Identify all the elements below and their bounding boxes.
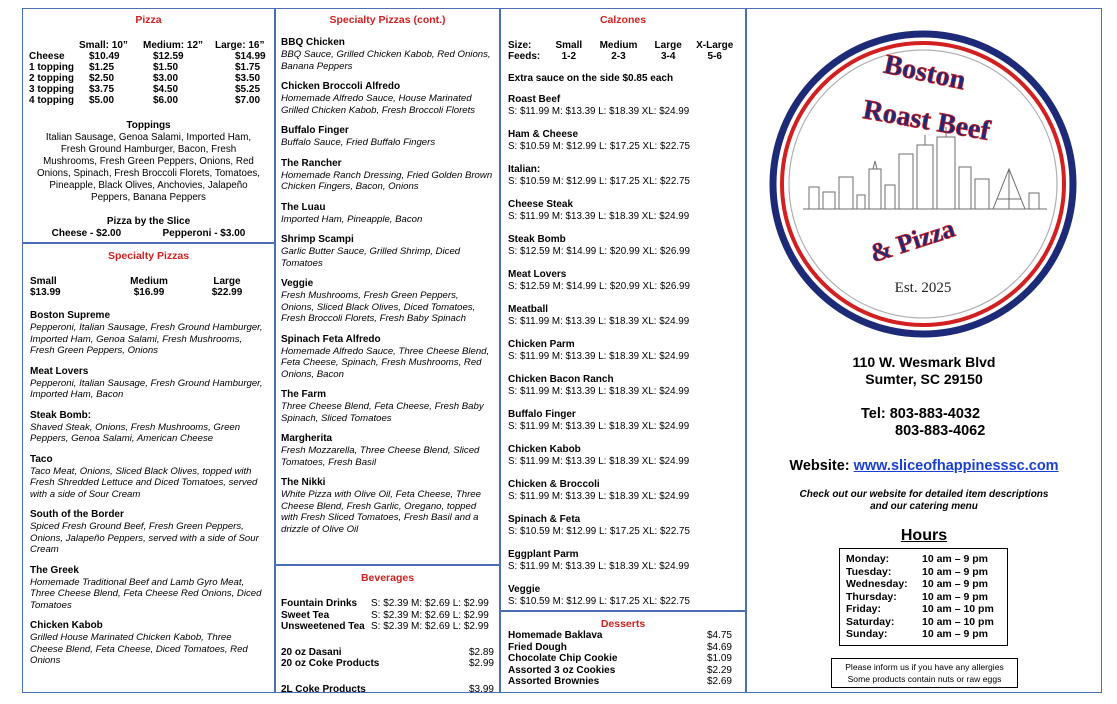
beverages-panel xyxy=(275,565,500,693)
item-name: Taco xyxy=(30,453,53,465)
pizza-size-medium: Medium: 12” xyxy=(143,40,204,51)
list-item xyxy=(281,202,494,226)
pizza-price: $10.49 xyxy=(89,51,120,62)
website-note-line2: and our catering menu xyxy=(870,501,978,512)
list-item xyxy=(30,410,267,445)
dessert-price: $1.09 xyxy=(706,653,732,664)
logo-text-pizza: & Pizza xyxy=(866,213,959,269)
beverage-price: $2.89 xyxy=(468,646,494,658)
item-desc: Pepperoni, Italian Sausage, Fresh Ground Hamburger, Imported Ham, Bacon xyxy=(30,377,263,400)
pizza-row xyxy=(29,62,266,73)
website-line xyxy=(747,458,1101,474)
pizza-title: Pizza xyxy=(135,14,162,26)
calzone-price: S: $11.99 M: $13.39 L: $18.39 XL: $24.99 xyxy=(508,456,690,467)
calzone-name: Spinach & Feta xyxy=(508,514,581,525)
dessert-price: $2.29 xyxy=(706,664,732,676)
pizza-price: $1.25 xyxy=(89,62,115,73)
list-item xyxy=(30,565,267,612)
pizza-price: $5.25 xyxy=(235,84,261,95)
list-item xyxy=(30,620,267,667)
item-desc: Fresh Mozzarella, Three Cheese Blend, Sliced Tomatoes, Fresh Basil xyxy=(281,445,480,468)
item-desc: Homemade Alfredo Sauce, House Marinated Grilled Chicken Kabob, Fresh Broccoli Florets xyxy=(281,93,476,116)
item-desc: BBQ Sauce, Grilled Chicken Kabob, Red Onions, Banana Peppers xyxy=(281,49,491,72)
beverage-price: $2.99 xyxy=(468,658,494,669)
item-desc: Homemade Alfredo Sauce, Three Cheese Blend, Feta Cheese, Spinach, Fresh Mushrooms, Red Onions, Bacon xyxy=(281,345,490,380)
beverage-price: S: $2.39 M: $2.69 L: $2.99 xyxy=(371,609,489,621)
website-note-line1: Check out our website for detailed item descriptions xyxy=(799,489,1049,500)
pizza-price: $7.00 xyxy=(235,95,261,106)
calzone-price: S: $10.59 M: $12.99 L: $17.25 XL: $22.75 xyxy=(508,526,690,537)
specialty-size-large xyxy=(192,276,262,298)
pizza-price: $6.00 xyxy=(153,95,179,106)
item-name: Spinach Feta Alfredo xyxy=(281,333,381,345)
pizza-price: $5.00 xyxy=(89,95,115,106)
list-item xyxy=(281,477,494,535)
specialty-size-small xyxy=(30,276,106,298)
calzone-feeds: 2-3 xyxy=(611,51,626,62)
beverage-name: Fountain Drinks xyxy=(281,598,358,609)
logo-text-est: Est. 2025 xyxy=(894,280,952,296)
calzone-price: S: $12.59 M: $14.99 L: $20.99 XL: $26.99 xyxy=(508,281,690,292)
list-item xyxy=(30,310,267,357)
item-desc: Taco Meat, Onions, Sliced Black Olives, topped with Fresh Shredded Lettuce and Diced Tomatoes, served with a side of Sour Cream xyxy=(30,465,258,500)
hours-day: Monday: xyxy=(846,553,890,565)
calzone-list xyxy=(508,94,738,608)
calzone-price: S: $11.99 M: $13.39 L: $18.39 XL: $24.99 xyxy=(508,561,690,572)
item-name: Chicken Broccoli Alfredo xyxy=(281,81,401,92)
logo-text-boston: Boston xyxy=(881,48,969,97)
toppings-title: Toppings xyxy=(126,120,171,131)
specialty-cont-panel xyxy=(275,8,500,565)
beverage-name: Sweet Tea xyxy=(281,609,330,621)
list-item xyxy=(281,234,494,269)
calzone-size-table xyxy=(508,40,738,62)
calzone-price: S: $10.59 M: $12.99 L: $17.25 XL: $22.75 xyxy=(508,596,690,607)
calzone-price: S: $11.99 M: $13.39 L: $18.39 XL: $24.99 xyxy=(508,421,690,432)
item-desc: Pepperoni, Italian Sausage, Fresh Ground Hamburger, Imported Ham, Genoa Salami, Fresh Mushrooms, Fresh Green Peppers, Onions xyxy=(30,322,263,356)
calzone-feeds: 5-6 xyxy=(707,51,722,62)
list-item xyxy=(508,269,738,293)
calzone-name: Chicken Parm xyxy=(508,339,575,350)
calzone-name: Veggie xyxy=(508,584,541,595)
pizza-row-label: 1 topping xyxy=(29,62,74,73)
item-name: The Farm xyxy=(281,389,327,400)
specialty-size-medium xyxy=(106,276,192,298)
list-item xyxy=(281,389,494,424)
pizza-price-table xyxy=(29,40,266,106)
dessert-name: Assorted Brownies xyxy=(508,676,600,687)
item-desc: Homemade Ranch Dressing, Fried Golden Brown Chicken Fingers, Bacon, Onions xyxy=(281,169,493,192)
list-item xyxy=(30,366,267,401)
list-item xyxy=(508,409,738,433)
calzone-name: Ham & Cheese xyxy=(508,129,579,140)
calzone-name: Cheese Steak xyxy=(508,199,574,210)
fountain-list xyxy=(281,598,494,633)
item-desc: Spiced Fresh Ground Beef, Fresh Green Peppers, Onions, Jalapeño Peppers, served with a side of Sour Cream xyxy=(30,521,259,555)
item-name: The Luau xyxy=(281,201,326,213)
calzone-name: Buffalo Finger xyxy=(508,409,576,420)
calzone-name: Steak Bomb xyxy=(508,234,566,245)
beverage-name: Unsweetened Tea xyxy=(281,621,365,632)
slice-prices xyxy=(23,228,274,240)
website-link[interactable]: www.sliceofhappinesssc.com xyxy=(853,458,1059,474)
item-name: Veggie xyxy=(281,278,314,289)
item-name: BBQ Chicken xyxy=(281,37,345,48)
pizza-row-label: 3 topping xyxy=(29,84,74,95)
item-desc: Shaved Steak, Onions, Fresh Mushrooms, Green Peppers, Genoa Salami, American Cheese xyxy=(30,421,241,444)
pizza-row xyxy=(29,84,266,95)
hours-box xyxy=(839,548,1008,646)
toppings-list: Italian Sausage, Genoa Salami, Imported Ham, Fresh Ground Hamburger, Bacon, Fresh Mushrooms, Fresh Green Peppers, Onions, Red Onions, Spinach, Fresh Broccoli Florets, Tomatoes, Pineapple, Black Olives, Anchovies, Jalapeño Peppers, Banana Peppers xyxy=(36,132,261,203)
slice-pepperoni: Pepperoni - $3.00 xyxy=(162,228,246,239)
restaurant-logo xyxy=(747,9,1101,339)
size-label: Size: xyxy=(508,40,532,51)
list-item xyxy=(508,584,738,608)
calzone-price: S: $11.99 M: $13.39 L: $18.39 XL: $24.99 xyxy=(508,316,690,327)
info-panel xyxy=(746,8,1102,693)
pizza-row xyxy=(29,73,266,84)
hours-row xyxy=(846,603,1007,616)
calzone-feeds-row xyxy=(508,51,738,62)
desserts-title: Desserts xyxy=(600,618,646,630)
item-name: Margherita xyxy=(281,433,333,444)
beverage-name: 20 oz Dasani xyxy=(281,646,342,658)
item-name: The Nikki xyxy=(281,477,326,488)
beverage-price: S: $2.39 M: $2.69 L: $2.99 xyxy=(371,598,489,609)
calzones-title: Calzones xyxy=(599,14,647,26)
item-desc: Buffalo Sauce, Fried Buffalo Fingers xyxy=(281,137,436,148)
pizza-price: $1.50 xyxy=(153,62,179,73)
list-item xyxy=(508,94,738,118)
hours-day: Friday: xyxy=(846,603,882,615)
hours-day: Tuesday: xyxy=(846,565,892,578)
beverage-name: 20 oz Coke Products xyxy=(281,658,380,669)
item-desc: Three Cheese Blend, Feta Cheese, Fresh Baby Spinach, Sliced Tomatoes xyxy=(281,401,484,424)
calzone-feeds: 3-4 xyxy=(660,51,676,62)
phone-block xyxy=(861,406,985,440)
beverage-row xyxy=(281,658,494,670)
beverage-row xyxy=(281,684,494,696)
item-name: South of the Border xyxy=(30,509,124,520)
calzone-name: Meatball xyxy=(508,304,549,315)
hours-row xyxy=(846,578,1007,591)
list-item xyxy=(508,304,738,328)
calzone-price: S: $11.99 M: $13.39 L: $18.39 XL: $24.99 xyxy=(508,491,690,502)
item-name: Meat Lovers xyxy=(30,365,89,377)
dessert-price: $4.69 xyxy=(706,641,732,653)
beverage-name: 2L Coke Products xyxy=(281,683,366,695)
pizza-price: $2.50 xyxy=(89,73,115,84)
dessert-row xyxy=(508,665,738,677)
hours-time: 10 am – 9 pm xyxy=(922,578,988,590)
list-item xyxy=(508,129,738,153)
calzone-price: S: $11.99 M: $13.39 L: $18.39 XL: $24.99 xyxy=(508,351,690,362)
size-price: $13.99 xyxy=(30,287,61,298)
item-name: Boston Supreme xyxy=(30,310,111,321)
item-name: Buffalo Finger xyxy=(281,125,349,136)
calzone-price: S: $12.59 M: $14.99 L: $20.99 XL: $26.99 xyxy=(508,246,690,257)
list-item xyxy=(30,454,267,501)
hours-day: Wednesday: xyxy=(846,578,908,590)
calzone-size-row xyxy=(508,40,738,51)
dessert-name: Assorted 3 oz Cookies xyxy=(508,664,616,676)
hours-row xyxy=(846,553,1007,566)
list-item xyxy=(508,199,738,223)
dessert-row xyxy=(508,642,738,654)
pizza-size-large: Large: 16” xyxy=(215,40,265,51)
allergy-line2: Some products contain nuts or raw eggs xyxy=(847,673,1002,684)
hours-time: 10 am – 9 pm xyxy=(922,628,988,640)
list-item xyxy=(281,81,494,116)
pizza-size-header xyxy=(29,40,266,51)
size-label: Small xyxy=(30,276,57,287)
logo-ring-inner xyxy=(789,50,1057,318)
pizza-size-small: Small: 10” xyxy=(79,40,128,51)
beverage-price: S: $2.39 M: $2.69 L: $2.99 xyxy=(371,621,489,632)
list-item xyxy=(30,509,267,556)
hours-title: Hours xyxy=(900,527,948,544)
specialty-title: Specialty Pizzas xyxy=(107,250,190,262)
item-desc: White Pizza with Olive Oil, Feta Cheese, Three Cheese Blend, Fresh Garlic, Oregano, topped with Fresh Sliced Tomatoes, Fresh Basil and a drizzle of Olive Oil xyxy=(281,489,481,535)
calzone-size: Small xyxy=(555,40,583,51)
list-item xyxy=(508,164,738,188)
list-item xyxy=(508,549,738,573)
item-name: Chicken Kabob xyxy=(30,620,103,631)
logo-text-roast-beef: Roast Beef xyxy=(860,94,993,148)
feeds-label: Feeds: xyxy=(508,51,541,62)
calzone-name: Roast Beef xyxy=(508,94,561,105)
pizza-row-label: Cheese xyxy=(29,51,65,62)
website-label: Website: xyxy=(789,458,850,474)
address-line1: 110 W. Wesmark Blvd xyxy=(852,354,996,370)
hours-time: 10 am – 9 pm xyxy=(922,565,988,578)
list-item xyxy=(508,339,738,363)
extra-sauce-note: Extra sauce on the side $0.85 each xyxy=(508,73,674,84)
item-desc: Grilled House Marinated Chicken Kabob, Three Cheese Blend, Feta Cheese, Diced Tomatoes, Red Onions xyxy=(30,632,248,666)
hours-time: 10 am – 10 pm xyxy=(922,615,994,628)
item-desc: Garlic Butter Sauce, Grilled Shrimp, Diced Tomatoes xyxy=(281,246,461,269)
list-item xyxy=(508,234,738,258)
item-name: Steak Bomb: xyxy=(30,409,92,421)
pizza-panel xyxy=(22,8,275,243)
tel-number-2[interactable]: 803-883-4062 xyxy=(895,423,986,439)
dessert-row xyxy=(508,653,738,665)
calzone-size: Medium xyxy=(599,40,638,51)
hours-time: 10 am – 9 pm xyxy=(922,590,988,603)
hours-day: Saturday: xyxy=(846,615,895,628)
item-desc: Homemade Traditional Beef and Lamb Gyro Meat, Three Cheese Blend, Feta Cheese Red Onions, Diced Tomatoes xyxy=(30,576,262,611)
beverage-row xyxy=(281,610,494,622)
dessert-price: $2.69 xyxy=(706,676,732,687)
item-name: The Greek xyxy=(30,564,79,576)
list-item xyxy=(508,374,738,398)
item-desc: Fresh Mushrooms, Fresh Green Peppers, Onions, Sliced Black Olives, Diced Tomatoes, Fresh Broccoli Florets, Fresh Baby Spinach xyxy=(281,290,476,324)
calzone-name: Italian: xyxy=(508,164,541,175)
beverage-row xyxy=(281,598,494,610)
pizza-price: $14.99 xyxy=(235,51,266,62)
dessert-name: Homemade Baklava xyxy=(508,630,603,641)
size-price: $22.99 xyxy=(211,287,243,298)
beverage-price: $3.99 xyxy=(468,683,494,695)
hours-day: Sunday: xyxy=(846,628,888,640)
dessert-name: Chocolate Chip Cookie xyxy=(508,653,618,664)
list-item xyxy=(281,37,494,72)
beverage-row xyxy=(281,647,494,659)
calzone-price: S: $10.59 M: $12.99 L: $17.25 XL: $22.75 xyxy=(508,141,690,152)
calzone-size: Large xyxy=(654,40,682,51)
item-name: The Rancher xyxy=(281,157,342,169)
specialty-cont-title: Specialty Pizzas (cont.) xyxy=(329,14,446,26)
beverage-row xyxy=(281,621,494,633)
dessert-row xyxy=(508,630,738,642)
list-item xyxy=(281,433,494,468)
pizza-price: $3.00 xyxy=(153,73,179,84)
calzone-price: S: $10.59 M: $12.99 L: $17.25 XL: $22.75 xyxy=(508,176,690,187)
pizza-price: $12.59 xyxy=(153,51,184,62)
hours-time: 10 am – 10 pm xyxy=(922,603,994,615)
hours-row xyxy=(846,616,1007,629)
list-item xyxy=(508,479,738,503)
address xyxy=(747,354,1101,388)
calzone-feeds: 1-2 xyxy=(561,51,577,62)
calzone-price: S: $11.99 M: $13.39 L: $18.39 XL: $24.99 xyxy=(508,106,690,117)
hours-row xyxy=(846,628,1007,641)
hours-row xyxy=(846,591,1007,604)
list-item xyxy=(281,278,494,325)
size-label: Large xyxy=(213,276,241,287)
item-desc: Imported Ham, Pineapple, Bacon xyxy=(281,213,423,225)
website-note xyxy=(747,489,1101,513)
list-item xyxy=(508,514,738,538)
pizza-row-label: 2 topping xyxy=(29,73,74,84)
beverages-title: Beverages xyxy=(360,572,415,584)
size-label: Medium xyxy=(130,276,168,287)
dessert-row xyxy=(508,676,738,688)
list-item xyxy=(281,334,494,381)
bottle-list xyxy=(281,647,494,670)
pizza-row-label: 4 topping xyxy=(29,95,74,106)
dessert-list xyxy=(508,630,738,688)
pizza-row xyxy=(29,51,266,62)
slice-title: Pizza by the Slice xyxy=(106,216,191,227)
pizza-price: $1.75 xyxy=(235,62,261,73)
dessert-price: $4.75 xyxy=(706,630,732,641)
size-price: $16.99 xyxy=(133,287,165,298)
specialty-panel xyxy=(22,243,275,693)
pizza-price: $4.50 xyxy=(153,84,179,95)
calzone-name: Chicken & Broccoli xyxy=(508,479,600,490)
pizza-price: $3.50 xyxy=(235,73,261,84)
calzone-name: Eggplant Parm xyxy=(508,549,579,560)
calzone-name: Meat Lovers xyxy=(508,269,567,280)
hours-time: 10 am – 9 pm xyxy=(922,553,988,565)
hours-day: Thursday: xyxy=(846,590,897,603)
calzone-name: Chicken Kabob xyxy=(508,444,581,455)
calzone-price: S: $11.99 M: $13.39 L: $18.39 XL: $24.99 xyxy=(508,211,690,222)
list-item xyxy=(281,125,494,149)
desserts-panel xyxy=(500,611,746,693)
tel-number-1[interactable]: 803-883-4032 xyxy=(889,406,981,422)
allergy-notice xyxy=(831,658,1018,688)
allergy-line1: Please inform us if you have any allergies xyxy=(845,662,1004,672)
list-item xyxy=(281,158,494,193)
pizza-row xyxy=(29,95,266,106)
slice-cheese: Cheese - $2.00 xyxy=(51,228,122,239)
specialty-sizes xyxy=(30,276,267,298)
pizza-price: $3.75 xyxy=(89,84,115,95)
calzone-name: Chicken Bacon Ranch xyxy=(508,374,614,385)
calzone-price: S: $11.99 M: $13.39 L: $18.39 XL: $24.99 xyxy=(508,386,690,397)
address-line2: Sumter, SC 29150 xyxy=(865,371,983,387)
list-item xyxy=(508,444,738,468)
tel-label: Tel: xyxy=(861,406,886,422)
calzone-size: X-Large xyxy=(696,40,734,51)
dessert-name: Fried Dough xyxy=(508,641,567,653)
calzones-panel xyxy=(500,8,746,611)
item-name: Shrimp Scampi xyxy=(281,234,354,245)
hours-row xyxy=(846,566,1007,579)
